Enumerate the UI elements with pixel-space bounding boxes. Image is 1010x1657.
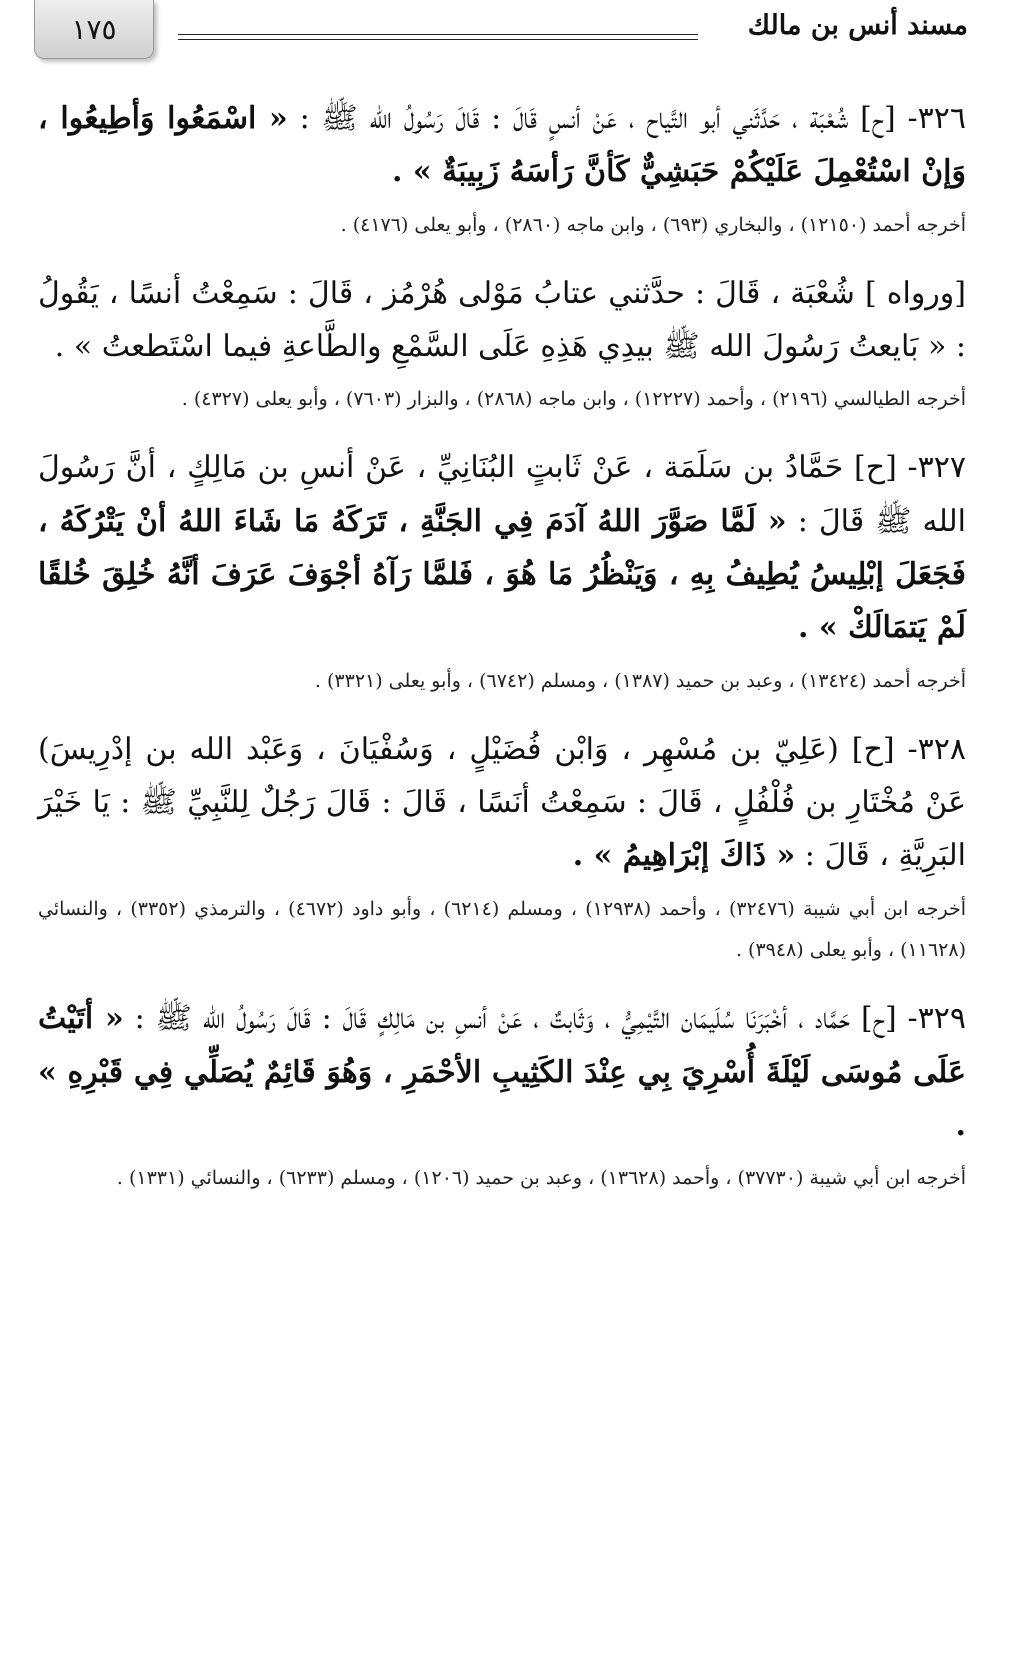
isnad-text: [ورواه ] شُعْبَة ، قَالَ : حدَّثني عتابُ مَوْلى هُرْمُز ، قَالَ : سَمِعْتُ أنسًا ، يَقُولُ : <box>38 275 966 364</box>
matn-text: « لَمَّا صَوَّرَ اللهُ آدَمَ فِي الجَنَّةِ ، تَرَكَهُ مَا شَاءَ اللهُ أنْ يَتْرُكَهُ ، فَجَعَلَ إبْلِيسُ يُطِيفُ بِهِ ، وَيَنْظُرُ مَا هُوَ ، فَلمَّا رَآهُ أجْوَفَ عَرَفَ أنَّهُ خُلِقَ خُلقًا لَمْ يَتمَالَكْ » . <box>38 503 966 646</box>
page-number: ١٧٥ <box>71 12 117 46</box>
page-header <box>0 0 1010 70</box>
takhrij-note: أخرجه الطيالسي (٢١٩٦) ، وأحمد (١٢٢٢٧) ، وابن ماجه (٢٨٦٨) ، والبزار (٧٦٠٣) ، وأبو يعلى (٤٣٢٧) . <box>181 388 966 411</box>
header-rule <box>178 34 698 40</box>
matn-text: « ذَاكَ إبْرَاهِيمُ » . <box>572 838 796 874</box>
hadith-326 <box>38 92 966 199</box>
hadith-327 <box>38 441 966 655</box>
takhrij-note: أخرجه ابن أبي شيبة (٣٧٧٣٠) ، وأحمد (١٣٦٢٨) ، وعبد بن حميد (١٢٠٦) ، ومسلم (٦٢٣٣) ، والنسائي (١٣٣١) . <box>116 1167 966 1190</box>
isnad-text: ٣٢٩- [ح] حَمَّاد ، أخْبَرَنَا سُلَيمَان التَّيْمِيُّ ، وَثَابتٌ ، عَنْ أنسِ بن مَالِكٍ قَالَ : قَالَ رَسُولُ الله ﷺ : <box>134 1001 967 1037</box>
takhrij-note: أخرجه أحمد (١٢١٥٠) ، والبخاري (٦٩٣) ، وابن ماجه (٢٨٦٠) ، وأبو يعلى (٤١٧٦) . <box>340 213 966 236</box>
isnad-text: ٣٢٧- [ح] حَمَّادُ بن سَلَمَة ، عَنْ ثَابتٍ البُنَانِيِّ ، عَنْ أنسِ بن مَالِكٍ ، أنَّ رَسُولَ الله ﷺ قَالَ : <box>38 450 966 539</box>
matn-text: « أتَيْتُ عَلَى مُوسَى لَيْلَةَ أُسْرِيَ بِي عِنْدَ الكَثِيبِ الأحْمَرِ ، وَهُوَ قَائِمٌ يُصَلِّي فِي قَبْرِهِ » . <box>38 1001 966 1144</box>
isnad-text: ٣٢٨- [ح] (عَلِيّ بن مُسْهِر ، وَابْن فُضَيْلٍ ، وَسُفْيَانَ ، وَعَبْد الله بن إدْرِيسَ) عَنْ مُخْتَارِ بن فُلْفُلٍ ، قَالَ : سَمِعْتُ أنَسًا ، قَالَ : قَالَ رَجُلٌ لِلنَّبِيِّ ﷺ : يَا خَيْرَ البَرِيَّةِ ، قَالَ : <box>38 731 966 874</box>
isnad-text: ٣٢٦- [ح] شُعْبَة ، حَدَّثَني أبو التَّياح ، عَنْ أنسٍ قَالَ : قَالَ رَسُولُ الله ﷺ : <box>299 101 966 136</box>
matn-text: « اسْمَعُوا وَأطِيعُوا ، وَإنْ اسْتُعْمِلَ عَلَيْكُمْ حَبَشِيٌّ كَأنَّ رَأسَهُ زَبِيبَةٌ » . <box>38 101 966 190</box>
running-title: مسند أنس بن مالك <box>747 10 968 41</box>
hadith-326-variant <box>38 267 966 374</box>
page-number-tab <box>34 0 154 59</box>
page-content <box>38 92 966 1220</box>
matn-text: « بَايعتُ رَسُولَ الله ﷺ بيدِي هَذِهِ عَلَى السَّمْعِ والطَّاعةِ فيما اسْتَطعتُ » . <box>54 328 947 364</box>
takhrij-note: أخرجه أحمد (١٣٤٢٤) ، وعبد بن حميد (١٣٨٧) ، ومسلم (٦٧٤٢) ، وأبو يعلى (٣٣٢١) . <box>314 669 966 692</box>
hadith-329 <box>38 992 966 1152</box>
takhrij-note: أخرجه ابن أبي شيبة (٣٢٤٧٦) ، وأحمد (١٢٩٣٨) ، ومسلم (٦٢١٤) ، وأبو داود (٤٦٧٢) ، والترمذي (٣٣٥٢) ، والنسائي (١١٦٢٨) ، وأبو يعلى (٣٩٤٨) . <box>38 897 966 962</box>
hadith-328 <box>38 723 966 883</box>
